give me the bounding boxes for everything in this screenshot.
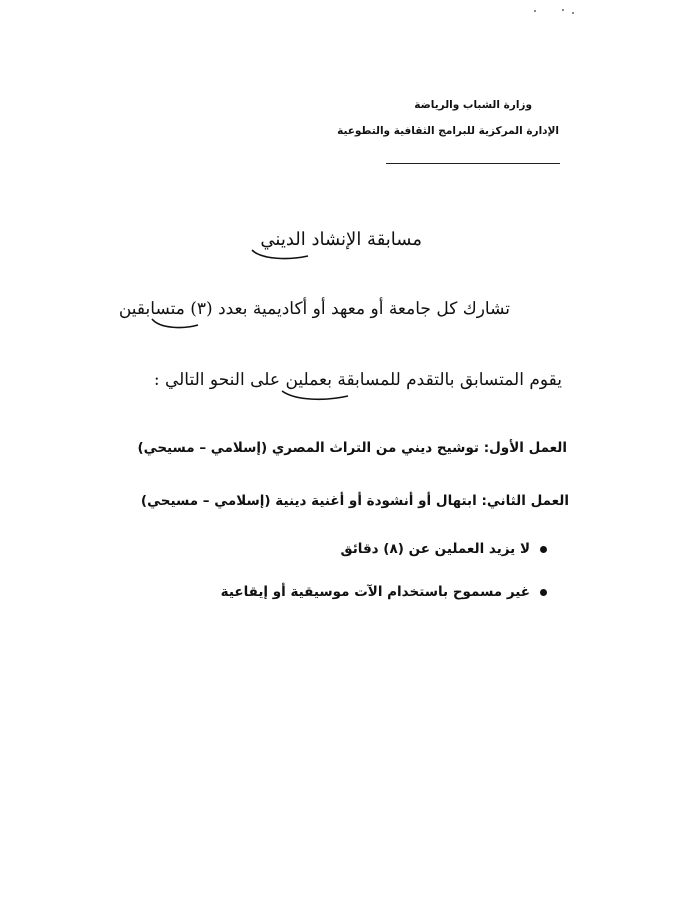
title-swash (250, 246, 310, 260)
work-item-1 (137, 440, 567, 456)
ministry-name: وزارة الشباب والرياضة (414, 99, 532, 111)
participation-text: تشارك كل جامعة أو معهد أو أكاديمية بعدد (٣) متسابقين (118, 299, 510, 319)
rule-text: غير مسموح باستخدام الآت موسيقية أو إيقاعية (220, 584, 530, 600)
rule-text: لا يزيد العملين عن (٨) دقائق (340, 541, 530, 557)
department-name: الإدارة المركزية للبرامج الثقافية والتطوعية (337, 125, 559, 137)
participation-swash (150, 316, 200, 330)
work-label: العمل الثاني: (481, 493, 569, 509)
bullet-icon (540, 546, 547, 553)
rule-item-2 (221, 584, 547, 600)
work-text: توشيح ديني من التراث المصري (إسلامي – مسيحي) (137, 440, 479, 456)
work-item-2 (141, 493, 569, 509)
rule-item-1 (341, 541, 547, 557)
instructions-swash (280, 388, 350, 402)
header-rule (386, 163, 560, 164)
scan-artifact (562, 9, 564, 11)
scan-artifact (572, 12, 574, 14)
document-title: مسابقة الإنشاد الديني (260, 229, 422, 250)
bullet-icon (540, 589, 547, 596)
work-label: العمل الأول: (483, 440, 567, 456)
instructions-text: يقوم المتسابق بالتقدم للمسابقة بعملين على النحو التالي : (153, 370, 562, 390)
scan-artifact (534, 10, 536, 12)
work-text: ابتهال أو أنشودة أو أغنية دينية (إسلامي – مسيحي) (140, 493, 477, 509)
